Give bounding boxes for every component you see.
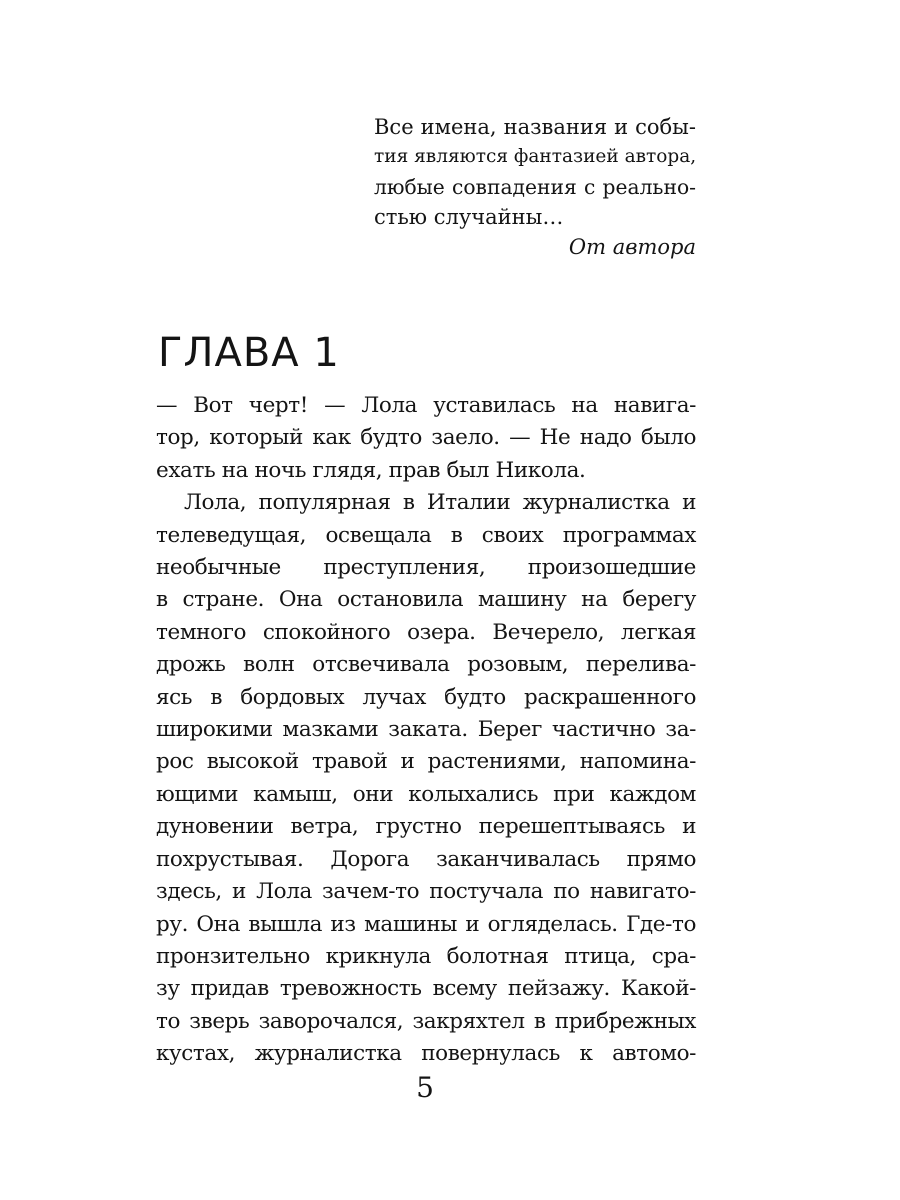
text-line: Лола, популярная в Италии журналистка и [184, 490, 696, 516]
page-number: 5 [416, 1071, 434, 1104]
text-line: тор, который как будто заело. — Не надо было [156, 425, 696, 451]
chapter-title: ГЛАВА 1 [158, 330, 340, 376]
text-line: пронзительно крикнула болотная птица, сра- [156, 943, 696, 969]
text-line: необычные преступления, произошедшие [156, 555, 696, 581]
epigraph-attribution: От автора [568, 235, 696, 259]
text-line: ру. Она вышла из машины и огляделась. Где-то [156, 911, 696, 937]
epigraph-line: тия являются фантазией автора, [374, 146, 697, 167]
text-line: в стране. Она остановила машину на берегу [156, 587, 696, 613]
text-line: дуновении ветра, грустно перешептываясь и [156, 814, 696, 840]
text-line: кустах, журналистка повернулась к автомо- [156, 1041, 696, 1067]
text-line: ясь в бордовых лучах будто раскрашенного [156, 684, 696, 710]
epigraph-line: Все имена, названия и собы- [374, 115, 696, 139]
text-line: — Вот черт! — Лола уставилась на навига- [156, 393, 696, 418]
text-line: ехать на ночь глядя, прав был Никола. [156, 457, 586, 483]
chapter-body [156, 390, 696, 1071]
text-line: похрустывая. Дорога заканчивалась прямо [156, 846, 696, 872]
epigraph-line: стью случайны… [374, 205, 564, 229]
text-line: темного спокойного озера. Вечерело, легкая [156, 619, 696, 645]
text-line: широкими мазками заката. Берег частично за- [156, 717, 696, 743]
epigraph [374, 112, 696, 262]
text-line: здесь, и Лола зачем-то постучала по навигато- [156, 879, 696, 905]
text-line: ющими камыш, они колыхались при каждом [156, 781, 696, 807]
text-line: телеведущая, освещала в своих программах [156, 522, 696, 548]
epigraph-line: любые совпадения с реально- [374, 175, 696, 199]
text-line: то зверь заворочался, закряхтел в прибрежных [156, 1008, 696, 1034]
text-line: рос высокой травой и растениями, напомина- [156, 749, 696, 775]
text-line: дрожь волн отсвечивала розовым, перелива- [156, 652, 696, 678]
text-line: зу придав тревожность всему пейзажу. Какой- [156, 976, 696, 1002]
